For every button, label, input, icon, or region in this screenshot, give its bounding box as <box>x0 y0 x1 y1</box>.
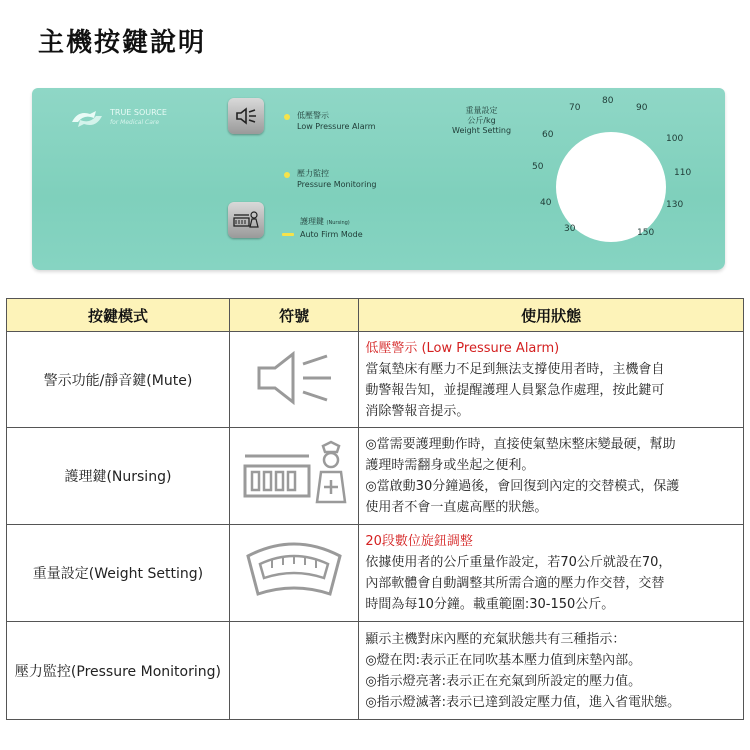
alarm-label <box>297 110 376 132</box>
dial-tick: 70 <box>569 103 581 113</box>
alarm-led <box>284 114 290 120</box>
button-table <box>6 298 744 720</box>
status-line: 當氣墊床有壓力不足到無法支撐使用者時，主機會自 <box>365 361 665 377</box>
table-row <box>7 622 744 720</box>
pressure-label-en: Pressure Monitoring <box>297 180 377 189</box>
status-line: 內部軟體會自動調整其所需合適的壓力作交替，交替 <box>365 576 665 591</box>
dial-tick: 30 <box>564 224 576 234</box>
table-row <box>7 332 744 428</box>
mode-cell: 重量設定(Weight Setting) <box>7 525 230 622</box>
symbol-cell <box>229 332 358 428</box>
header-symbol: 符號 <box>229 299 358 332</box>
weight-label <box>452 106 511 136</box>
status-cell <box>359 332 744 428</box>
alarm-label-en: Low Pressure Alarm <box>297 122 376 131</box>
weight-label-unit: 公斤/kg <box>467 116 496 125</box>
nursing-icon <box>239 440 349 508</box>
nursing-label-tag: (Nursing) <box>326 220 350 226</box>
page-title: 主機按鍵說明 <box>38 28 207 58</box>
status-line: ◎當啟動30分鐘過後，會回復到內定的交替模式，保護 <box>365 479 680 494</box>
symbol-cell <box>229 622 358 720</box>
symbol-cell <box>229 428 358 525</box>
header-mode: 按鍵模式 <box>7 299 230 332</box>
nursing-label-zh: 護理鍵 <box>300 217 324 226</box>
status-line: 使用者不會一直處高壓的狀態。 <box>365 500 548 515</box>
mode-cell: 護理鍵(Nursing) <box>7 428 230 525</box>
dial-tick: 50 <box>532 162 544 172</box>
dial-tick: 110 <box>674 168 692 178</box>
dial-tick: 90 <box>636 103 648 113</box>
status-line: 顯示主機對床內壓的充氣狀態共有三種指示： <box>365 631 626 647</box>
table-row <box>7 428 744 525</box>
status-line: 動警報告知，並提醒護理人員緊急作處理，按此鍵可 <box>365 382 665 398</box>
status-line: ◎燈在閃:表示正在同吹基本壓力值到床墊內部。 <box>365 652 642 668</box>
nursing-led <box>282 233 294 236</box>
nursing-icon <box>233 210 259 230</box>
brand-logo <box>70 108 167 130</box>
status-cell <box>359 622 744 720</box>
logo-icon <box>70 108 104 130</box>
dial-tick: 100 <box>666 134 684 144</box>
nursing-button[interactable] <box>228 202 264 238</box>
pressure-label-zh: 壓力監控 <box>297 169 329 178</box>
pressure-led <box>284 172 290 178</box>
status-highlight: 低壓警示 (Low Pressure Alarm) <box>365 340 560 356</box>
status-highlight: 20段數位旋鈕調整 <box>365 534 473 549</box>
weight-label-zh: 重量設定 <box>465 106 498 115</box>
table-row <box>7 525 744 622</box>
dial-tick: 130 <box>666 200 684 210</box>
status-line: ◎指示燈滅著:表示已達到設定壓力值，進入省電狀態。 <box>365 694 681 710</box>
status-cell <box>359 525 744 622</box>
weight-label-en: Weight Setting <box>452 126 512 135</box>
mute-button[interactable] <box>228 98 264 134</box>
symbol-cell <box>229 525 358 622</box>
status-line: ◎當需要護理動作時，直接使氣墊床整床變最硬，幫助 <box>365 437 676 452</box>
status-line: 時間為每10分鐘。載重範圍:30-150公斤。 <box>365 597 615 612</box>
dial-tick: 60 <box>542 130 554 140</box>
status-line: 消除警報音提示。 <box>365 403 470 419</box>
dial-tick: 80 <box>602 96 614 106</box>
brand-subtitle: for Medical Care <box>110 119 160 126</box>
mute-speaker-icon <box>251 348 337 408</box>
alarm-label-zh: 低壓警示 <box>297 111 329 120</box>
status-line: 依據使用者的公斤重量作設定，若70公斤就設在70， <box>365 555 672 570</box>
dial-icon <box>242 536 346 606</box>
header-status: 使用狀態 <box>359 299 744 332</box>
dial-tick: 40 <box>540 198 552 208</box>
status-cell <box>359 428 744 525</box>
pressure-label <box>297 168 376 190</box>
nursing-label <box>300 216 363 240</box>
control-panel <box>32 88 725 270</box>
status-line: 護理時需翻身或坐起之便利。 <box>365 458 535 473</box>
mute-speaker-icon <box>235 107 257 125</box>
mode-cell: 警示功能/靜音鍵(Mute) <box>7 332 230 428</box>
mode-cell: 壓力監控(Pressure Monitoring) <box>7 622 230 720</box>
nursing-label-en: Auto Firm Mode <box>300 230 363 239</box>
status-line: ◎指示燈亮著:表示正在充氣到所設定的壓力值。 <box>365 673 642 689</box>
brand-name: TRUE SOURCE <box>110 108 167 117</box>
table-header-row <box>7 299 744 332</box>
dial-tick: 150 <box>637 228 655 238</box>
